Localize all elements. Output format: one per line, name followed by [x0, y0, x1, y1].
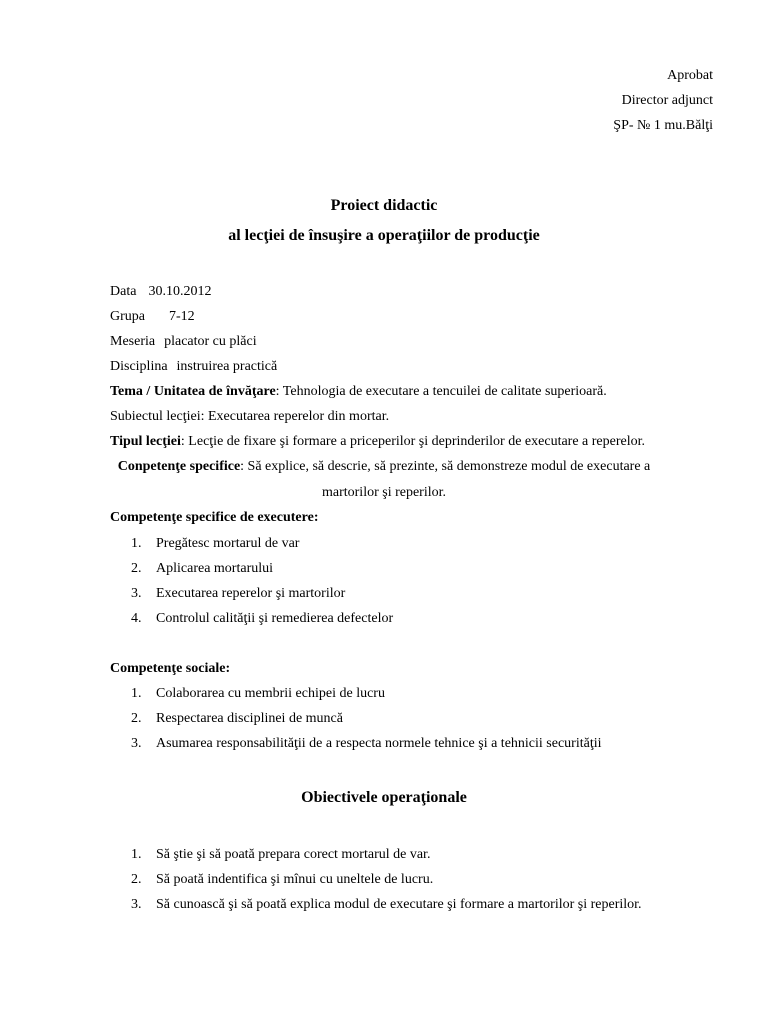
discipline-line: [110, 359, 277, 376]
discipline-value: instruirea practică: [176, 359, 278, 374]
social-competences-heading: Competenţe sociale:: [110, 661, 231, 676]
group-label: Grupa: [110, 309, 145, 324]
date-label: Data: [110, 284, 137, 299]
discipline-label: Disciplina: [110, 359, 168, 374]
specific-competences-label: Conpetenţe specifice: [117, 459, 241, 474]
document-subtitle: al lecţiei de însuşire a operaţiilor de producţie: [228, 227, 540, 244]
approval-school: ŞP- № 1 mu.Bălţi: [613, 118, 713, 133]
lesson-type-label: Tipul lecţiei: [110, 434, 181, 449]
trade-value: placator cu plăci: [164, 334, 257, 349]
objectives-heading: Obiectivele operaţionale: [301, 789, 467, 806]
lesson-type-line: [110, 434, 645, 451]
approval-block: [613, 68, 713, 143]
specific-competences-value: : Să explice, să descrie, să prezinte, să demonstreze modul de executare a: [240, 459, 651, 474]
topic-value: : Tehnologia de executare a tencuilei de calitate superioară.: [275, 384, 607, 399]
specific-competences-line: [0, 459, 768, 476]
lesson-subject-line: Subiectul lecţiei: Executarea reperelor din mortar.: [110, 409, 390, 424]
approval-position: Director adjunct: [621, 93, 713, 108]
group-value: 7-12: [169, 309, 195, 324]
lesson-type-value: : Lecţie de fixare şi formare a priceperilor şi deprinderilor de executare a reperelor.: [180, 434, 646, 449]
trade-label: Meseria: [110, 334, 156, 349]
trade-line: [110, 334, 257, 351]
topic-label: Tema / Unitatea de învăţare: [110, 384, 276, 399]
group-line: [110, 309, 195, 326]
document-title: Proiect didactic: [330, 197, 438, 214]
approval-line: Aprobat: [667, 68, 713, 83]
topic-line: [110, 384, 607, 401]
date-value: 30.10.2012: [148, 284, 212, 299]
specific-competences-continuation: martorilor şi reperilor.: [321, 485, 447, 500]
date-line: [110, 284, 211, 301]
execution-competences-heading: Competenţe specifice de executere:: [110, 510, 319, 525]
document-page: Aprobat Director adjunct ŞP- № 1 mu.Bălţi Proiect didactic al lecţiei de însuşire a operaţiilor de producţie Data 30.10.2012 Grupa 7-12 Meseria placator cu plăci Disciplina instruirea practică Tema / Unitatea de învăţare: Tehnologia de executare a tencuilei de calitate superioară. Subiectul lecţiei: Executarea reperelor din mortar. Tipul lecţiei: Lecţie de fixare şi formare a priceperilor şi deprinderilor de executare a reperelor. Conpetenţe specifice: Să explice, să descrie, să prezinte, să demonstreze modul de executare a martorilor şi reperilor. Competenţe specifice de executere: 1. Pregătesc mortarul de var 2. Aplicarea mortarului 3. Executarea reperelor şi martorilor 4. Controlul calităţii şi remedierea defectelor Competenţe sociale: 1. Colaborarea cu membrii echipei de lucru 2. Respectarea disciplinei de muncă 3. Asumarea responsabilităţii de a respecta normele tehnice şi a tehnicii securităţii Obiectivele operaţionale 1. Să ştie şi să poată prepara corect mortarul de var. 2. Să poată indentifica şi mînui cu uneltele de lucru. 3. Să cunoască şi să poată explica modul de executare şi formare a martorilor şi reperilor.: [0, 0, 768, 1024]
